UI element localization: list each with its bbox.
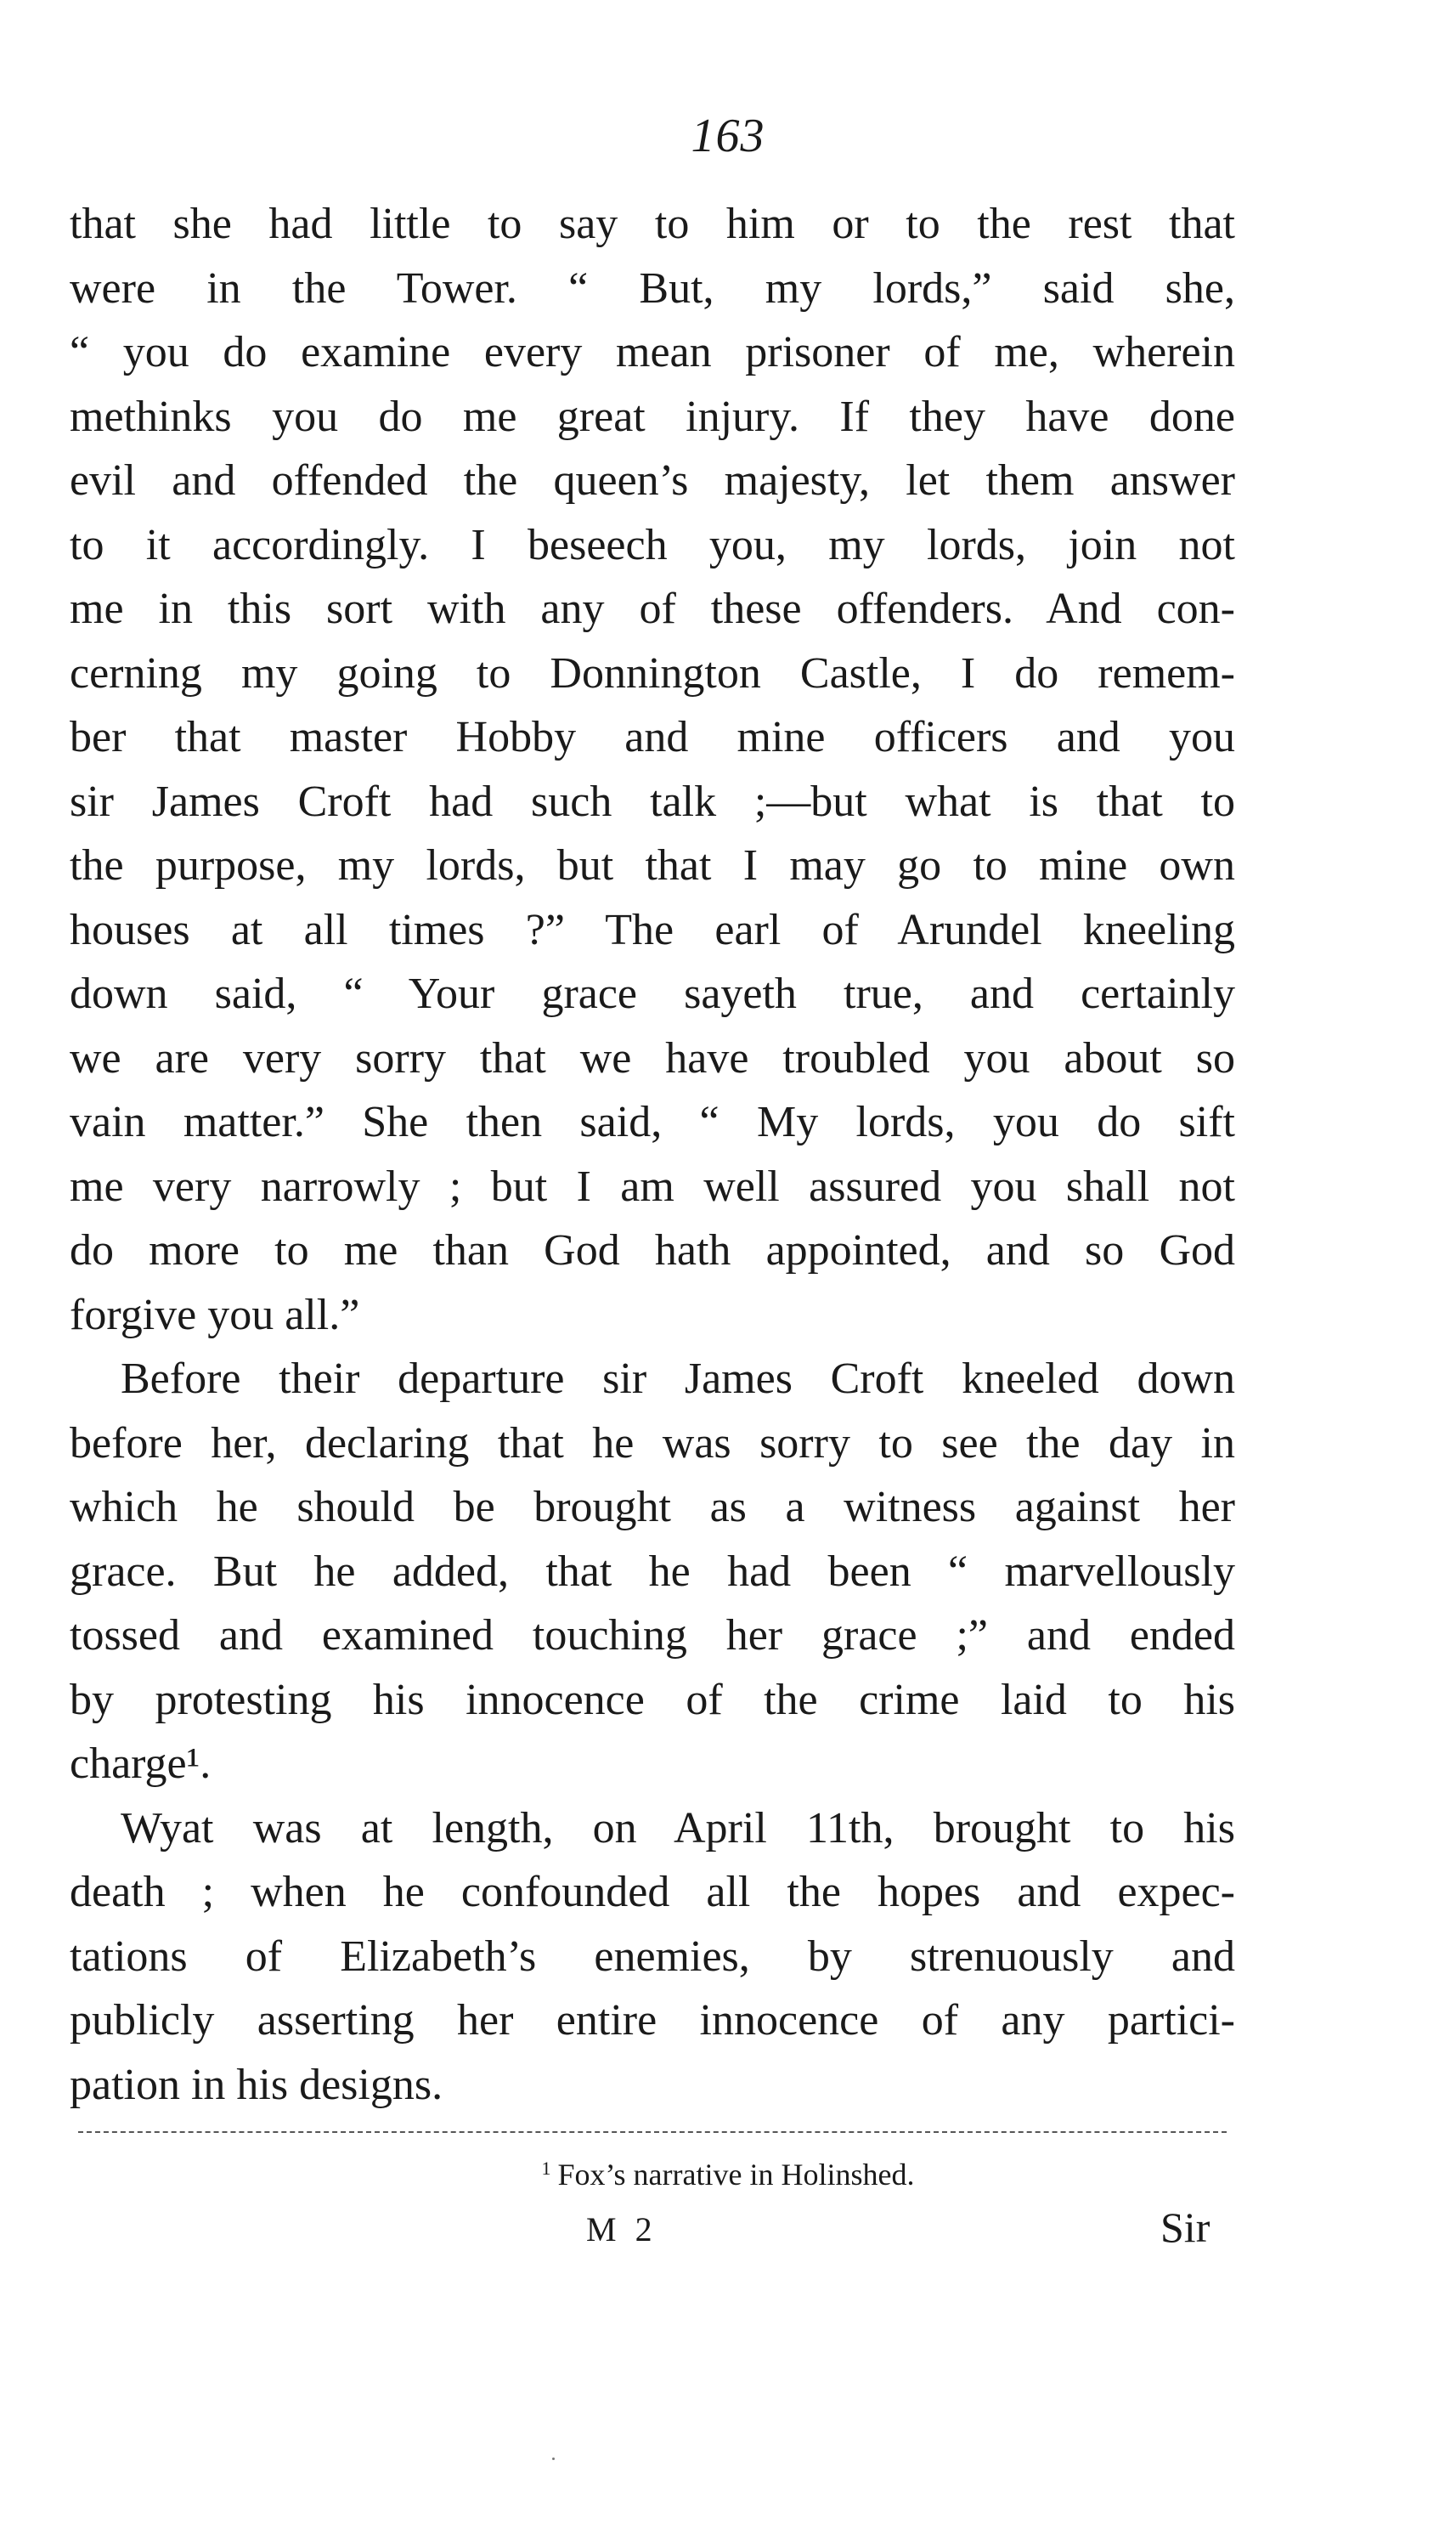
text-line: methinks you do me great injury. If they have done [70,392,1235,441]
text-line: ber that master Hobby and mine officers and you [70,713,1235,761]
text-line: that she had little to say to him or to the rest that [70,200,1235,248]
body-text [70,192,1235,2117]
text-line: we are very sorry that we have troubled you about so [70,1033,1235,1083]
text-line: do more to me than God hath appointed, and so God [70,1226,1235,1275]
text-line: vain matter.” She then said, “ My lords, you do sift [70,1098,1235,1146]
text-line: sir James Croft had such talk ;—but what is that to [70,777,1235,826]
text-line: the purpose, my lords, but that I may go to mine own [70,841,1235,890]
text-line: tossed and examined touching her grace ;” and ended [70,1611,1235,1660]
catchword: Sir [1160,2203,1211,2251]
text-line: to it accordingly. I beseech you, my lords, join not [70,520,1235,569]
footnote-marker: 1 [541,2158,551,2179]
text-line: were in the Tower. “ But, my lords,” said she, [70,263,1235,313]
text-line: which he should be brought as a witness against her [70,1483,1235,1531]
signature-mark: M 2 [586,2210,657,2248]
text-line: Before their departure sir James Croft kneeled down [121,1355,1235,1403]
text-line: Wyat was at length, on April 11th, brought to his [121,1803,1235,1852]
text-line: grace. But he added, that he had been “ marvellously [70,1547,1235,1596]
text-line: me very narrowly ; but I am well assured you shall not [70,1162,1235,1211]
text-line: tations of Elizabeth’s enemies, by strenuously and [70,1932,1235,1981]
text-line: death ; when he confounded all the hopes and expec- [70,1868,1235,1916]
text-line: down said, “ Your grace sayeth true, and certainly [70,970,1235,1018]
text-line: me in this sort with any of these offenders. And con- [70,585,1235,633]
text-line: cerning my going to Donnington Castle, I do remem- [70,648,1235,698]
footnote [0,2150,1456,2193]
text-line: houses at all times ?” The earl of Arundel kneeling [70,905,1235,954]
footnote-divider [78,2131,1227,2133]
text-line: evil and offended the queen’s majesty, let them answer [70,456,1235,505]
footnote-text: Fox’s narrative in Holinshed. [557,2158,915,2192]
text-line: by protesting his innocence of the crime laid to his [70,1675,1235,1724]
paper-speck [552,2458,555,2460]
text-line: charge¹. [70,1739,212,1788]
text-line: “ you do examine every mean prisoner of me, wherein [70,328,1235,376]
page-number: 163 [691,110,765,162]
text-line: publicly asserting her entire innocence of any partici- [70,1996,1235,2045]
text-line: pation in his designs. [70,2060,443,2109]
text-line: before her, declaring that he was sorry to see the day in [70,1418,1235,1468]
text-line: forgive you all.” [70,1290,360,1339]
